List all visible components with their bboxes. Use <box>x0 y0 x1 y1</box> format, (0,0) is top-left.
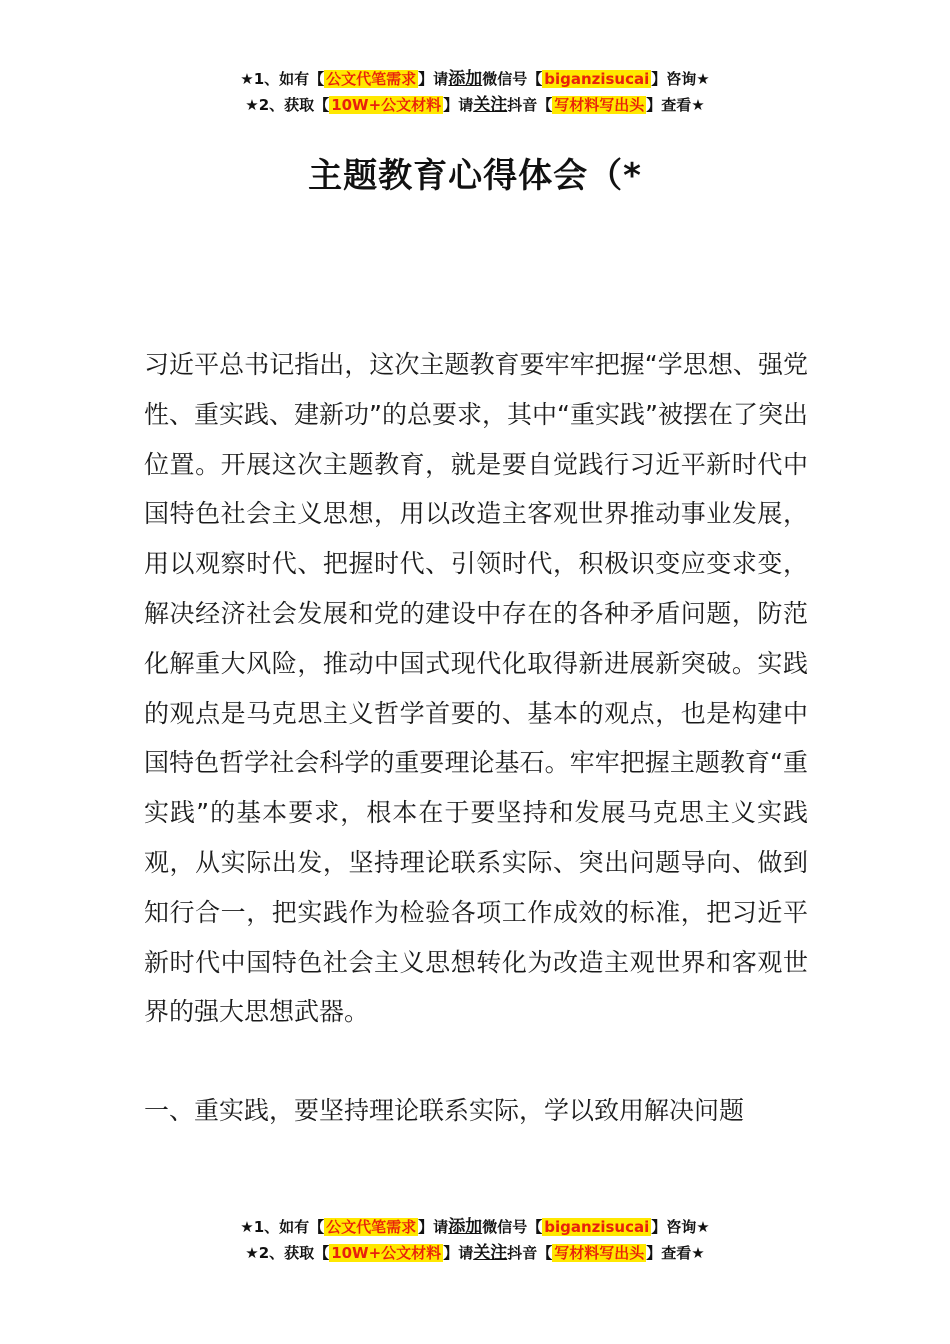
highlight-materials: 10W+公文材料 <box>331 1244 442 1262</box>
highlight-wechat-id: biganzisucai <box>544 70 650 88</box>
highlight-service: 公文代笔需求 <box>326 1218 417 1236</box>
banner-line-1: ★1、如有【 公文代笔需求 】请添加微信号【 biganzisucai 】咨询★ <box>240 1217 710 1237</box>
footer-banner <box>0 1214 950 1266</box>
banner-line-2: ★2、获取【 10W+公文材料 】请关注抖音【 写材料写出头 】查看★ <box>245 1243 705 1263</box>
header-banner <box>0 66 950 118</box>
highlight-materials: 10W+公文材料 <box>331 96 442 114</box>
highlight-douyin-account: 写材料写出头 <box>554 96 645 114</box>
document-title: 主题教育心得体会（* <box>308 156 642 196</box>
banner-line-1: ★1、如有【 公文代笔需求 】请添加微信号【 biganzisucai 】咨询★ <box>240 69 710 89</box>
body-paragraph: 习近平总书记指出，这次主题教育要牢牢把握“学思想、强党性、重实践、建新功”的总要求，其中“重实践”被摆在了突出位置。开展这次主题教育，就是要自觉践行习近平新时代中国特色社会主义思想，用以改造主客观世界推动事业发展，用以观察时代、把握时代、引领时代，积极识变应变求变，解决经济社会发展和党的建设中存在的各种矛盾问题，防范化解重大风险，推动中国式现代化取得新进展新突破。实践的观点是马克思主义哲学首要的、基本的观点，也是构建中国特色哲学社会科学的重要理论基石。牢牢把握主题教育“重实践”的基本要求，根本在于要坚持和发展马克思主义实践观，从实际出发，坚持理论联系实际、突出问题导向、做到知行合一，把实践作为检验各项工作成效的标准，把习近平新时代中国特色社会主义思想转化为改造主观世界和客观世界的强大思想武器。 <box>144 350 808 1027</box>
highlight-wechat-id: biganzisucai <box>544 1218 650 1236</box>
section-heading: 一、重实践，要坚持理论联系实际，学以致用解决问题 <box>144 1096 745 1125</box>
highlight-service: 公文代笔需求 <box>326 70 417 88</box>
highlight-douyin-account: 写材料写出头 <box>554 1244 645 1262</box>
banner-line-2: ★2、获取【 10W+公文材料 】请关注抖音【 写材料写出头 】查看★ <box>245 95 705 115</box>
